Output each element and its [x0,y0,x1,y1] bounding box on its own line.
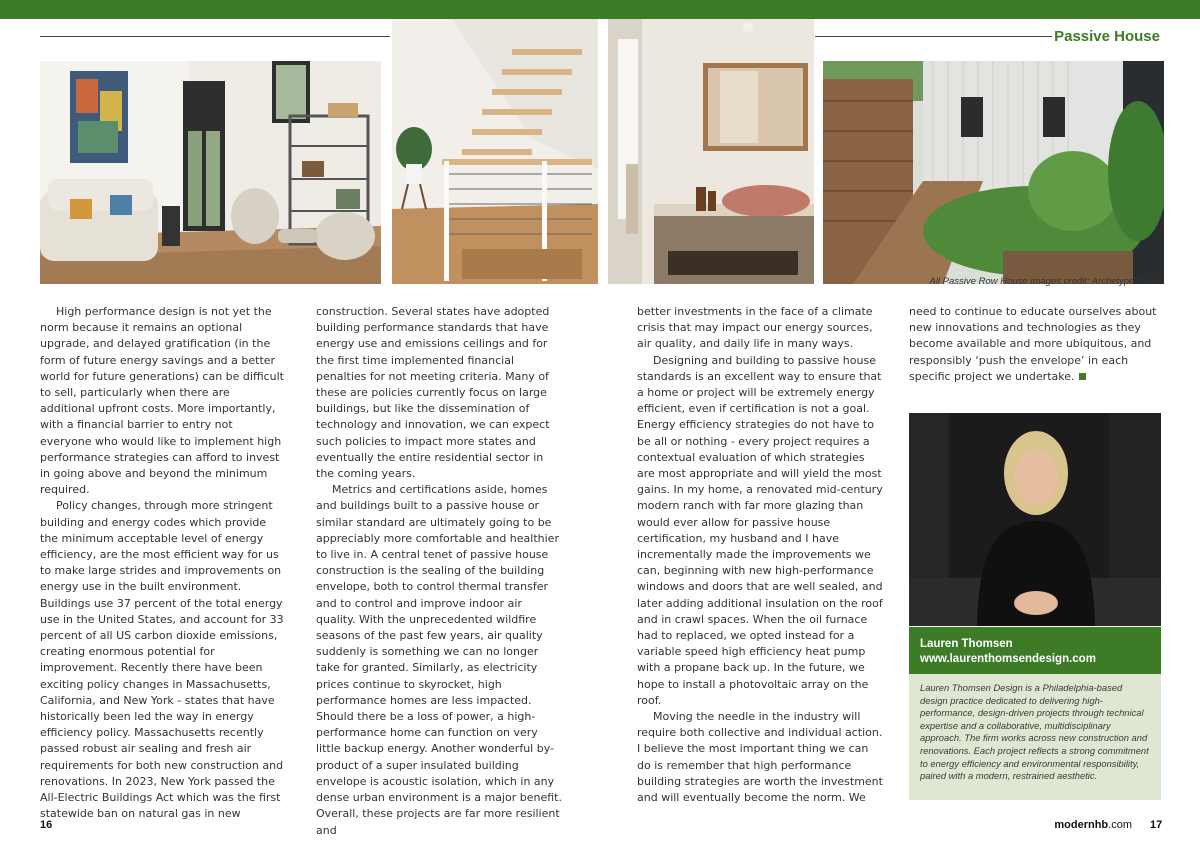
page-number-right: 17 [1150,819,1163,831]
author-portrait [909,413,1161,626]
closing-text: need to continue to educate ourselves about new innovations and technologies as they become available and more ubiquitous, and responsibly ‘push the envelope’ in each specific project we undertake. [909,305,1157,383]
site-suffix: .com [1108,819,1132,831]
paragraph: Moving the needle in the industry will require both collective and individual action. I believe the most important thing we can do is remember that high performance building strategies are worth the investment and will eventually become the norm. We [637,710,883,805]
article-column-2 [316,304,564,839]
page-number-left: 16 [40,819,53,831]
author-credit-header [909,627,1161,674]
header-rule-right [815,36,1052,37]
paragraph [909,304,1161,385]
staircase-photo [392,19,598,284]
paragraph: Metrics and certifications aside, homes and buildings built to a passive house or similar standard are ultimately going to be appreciably more comfortable and healthier to live in. A central tenet of passive house construction is the sealing of the building envelope, both to control thermal transfer and to control and improve indoor air quality. With the unprecedented wildfire seasons of the past few years, air quality suddenly is something we can no longer take for granted. Similarly, as electricity prices continue to skyrocket, high performance homes are less impacted. Should there be a loss of power, a high-performance home can function on very little backup energy. Another wonderful by-product of a super insulated building envelope is acoustic isolation, which in any dense urban environment is a major benefit. Overall, these projects are far more resilient and [316,483,562,837]
article-column-3 [637,304,885,806]
section-label: Passive House [1054,28,1160,45]
paragraph: Designing and building to passive house standards is an excellent way to ensure that a home or project will be extremely energy efficient, even if certification is not a goal. Energy efficiency strategies do not have to be all or nothing - every project requires a contextual evaluation of which strategies are most appropriate and will yield the most gains. In my home, a renovated mid-century modern ranch with far more glazing than would ever allow for passive house certification, my husband and I have incrementally made the improvements we can, beginning with new high-performance windows and doors that are well sealed, and later adding additional insulation on the roof and in crawl spaces. When the oil furnace had to replaced, we opted instead for a variable speed high efficiency heat pump with a propane back up. In the future, we hope to install a photovoltaic array on the roof. [637,353,883,707]
site-name: modernhb [1054,819,1109,831]
author-website[interactable]: www.laurenthomsendesign.com [920,653,1096,665]
paragraph: better investments in the face of a climate crisis that may impact our energy sources, air quality, and daily life in many ways. [637,305,873,351]
photo-credit: All Passive Row House images credit: Archetype Photo [929,276,1162,287]
garden-deck-photo [823,61,1164,284]
bathroom-photo [608,19,814,284]
end-mark-icon [1079,373,1086,380]
paragraph: construction. Several states have adopted building performance standards that have energy use and emissions ceilings and for the first time implemented financial penalties for not meeting criteria. Many of these are policies currently focus on large buildings, but like the dissemination of technology and innovation, we can expect such policies to impact more states and eventually the entire residential sector in the coming years. [316,305,550,481]
top-accent-bar [0,0,1200,19]
living-room-photo [40,61,381,284]
author-bio: Lauren Thomsen Design is a Philadelphia-based design practice dedicated to delivering high-performance, design-driven projects through technical expertise and a collaborative, multidisciplinary approach. The firm works across new construction and renovations. Each project reflects a strong commitment to energy efficiency and environmental responsibility, paired with a modern, restrained aesthetic. [909,674,1161,800]
article-column-4 [909,304,1161,385]
article-column-1 [40,304,286,823]
paragraph: High performance design is not yet the norm because it remains an optional upgrade, and delayed gratification (in the form of future energy savings and a better world for future generations) can be difficult to sell, particularly when there are additional upfront costs. More importantly, with a financial barrier to entry not everyone who would like to implement high performance strategies can afford to invest in going above and beyond the minimum required. [40,305,284,497]
header-rule-left [40,36,390,37]
footer-site [1054,819,1132,831]
author-name: Lauren Thomsen [920,638,1013,650]
paragraph: Policy changes, through more stringent building and energy codes which provide the minimum acceptable level of energy efficiency, are the most efficient way for us to make large strides and improvements on energy use in the built environment. Buildings use 37 percent of the total energy use in the United States, and account for 33 percent of all US carbon dioxide emissions, creating enormous potential for improvement. Recently there have been exciting policy changes in Massachusetts, California, and New York - states that have historically been led the way in energy efficiency policy. Massachusetts recently passed robust air sealing and fresh air requirements for both new construction and renovations. In 2023, New York passed the All-Electric Buildings Act which was the first statewide ban on natural gas in new [40,499,284,821]
